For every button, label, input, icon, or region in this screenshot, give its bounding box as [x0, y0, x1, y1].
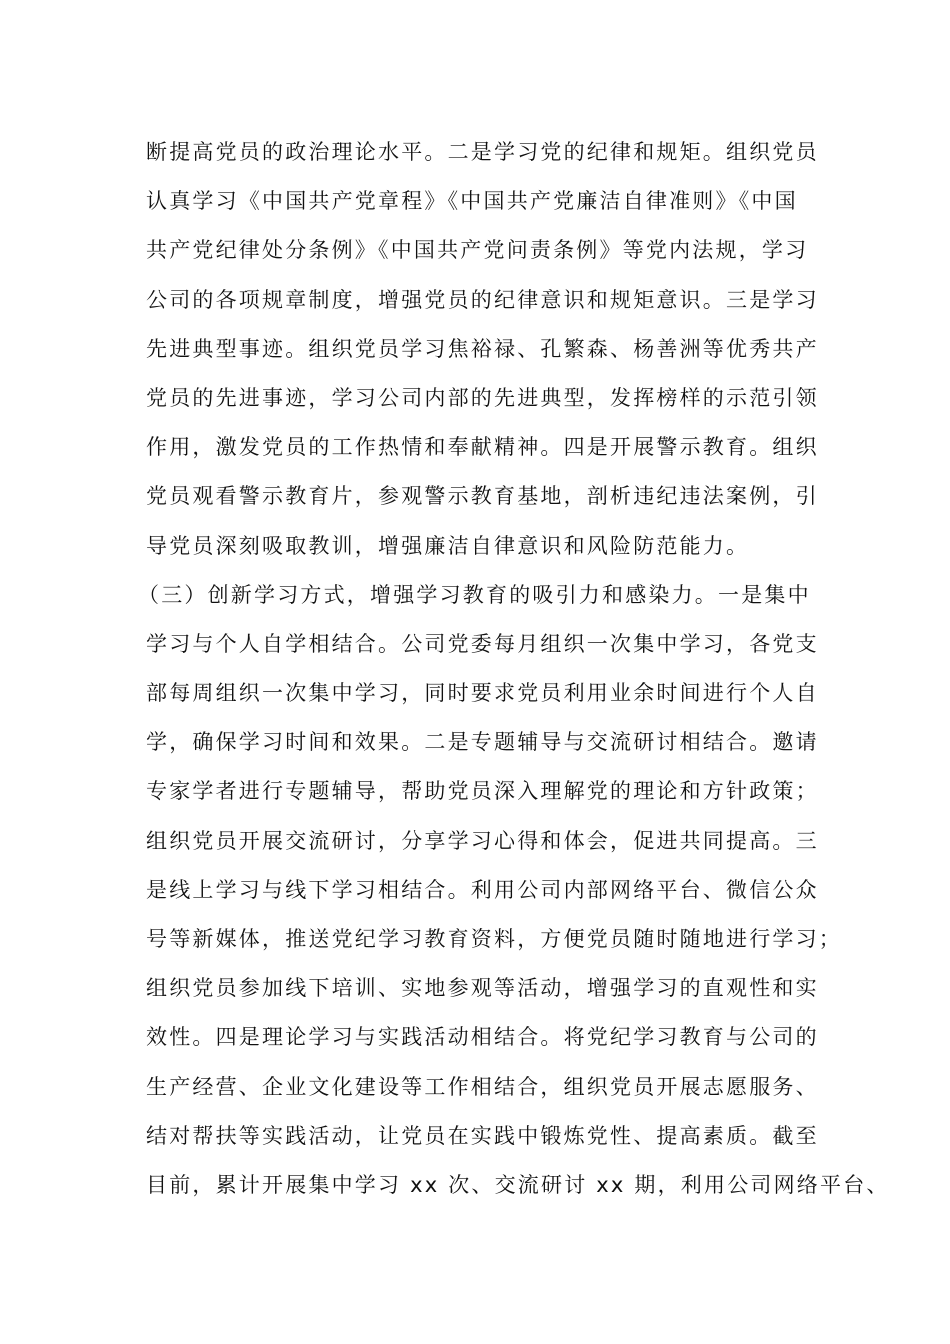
body-text	[138, 128, 890, 1210]
text-line-16: 是线上学习与线下学习相结合。利用公司内部网络平台、微信公众	[146, 877, 819, 902]
text-line-14: 专家学者进行专题辅导，帮助党员深入理解党的理论和方针政策；	[146, 779, 819, 804]
text-line-12: 部每周组织一次集中学习，同时要求党员利用业余时间进行个人自	[146, 681, 819, 706]
text-line-9: 导党员深刻吸取教训，增强廉洁自律意识和风险防范能力。	[146, 533, 750, 558]
text-line-20: 生产经营、企业文化建设等工作相结合，组织党员开展志愿服务、	[146, 1074, 819, 1099]
text-line-4: 公司的各项规章制度，增强党员的纪律意识和规矩意识。三是学习	[146, 287, 819, 312]
text-line-6: 党员的先进事迹，学习公司内部的先进典型，发挥榜样的示范引领	[146, 385, 819, 410]
text-line-7: 作用，激发党员的工作热情和奉献精神。四是开展警示教育。组织	[146, 435, 819, 460]
text-line-13: 学，确保学习时间和效果。二是专题辅导与交流研讨相结合。邀请	[146, 730, 819, 755]
text-line-22: 目前，累计开展集中学习 xx 次、交流研讨 xx 期，利用公司网络平台、	[146, 1172, 890, 1197]
text-line-2: 认真学习《中国共产党章程》《中国共产党廉洁自律准则》《中国	[146, 189, 798, 214]
text-line-17: 号等新媒体，推送党纪学习教育资料，方便党员随时随地进行学习；	[146, 927, 842, 951]
text-line-8: 党员观看警示教育片，参观警示教育基地，剖析违纪违法案例，引	[146, 484, 819, 509]
text-line-15: 组织党员开展交流研讨，分享学习心得和体会，促进共同提高。三	[146, 828, 819, 853]
section-heading-line: （三）创新学习方式，增强学习教育的吸引力和感染力。一是集中	[138, 582, 811, 607]
text-line-11: 学习与个人自学相结合。公司党委每月组织一次集中学习，各党支	[146, 631, 819, 656]
text-line-21: 结对帮扶等实践活动，让党员在实践中锻炼党性、提高素质。截至	[146, 1123, 819, 1148]
text-line-19: 效性。四是理论学习与实践活动相结合。将党纪学习教育与公司的	[146, 1025, 819, 1050]
text-line-3: 共产党纪律处分条例》《中国共产党问责条例》等党内法规，学习	[146, 238, 809, 263]
text-line-18: 组织党员参加线下培训、实地参观等活动，增强学习的直观性和实	[146, 976, 819, 1001]
text-line-5: 先进典型事迹。组织党员学习焦裕禄、孔繁森、杨善洲等优秀共产	[146, 336, 819, 361]
text-line-1: 断提高党员的政治理论水平。二是学习党的纪律和规矩。组织党员	[146, 140, 819, 164]
